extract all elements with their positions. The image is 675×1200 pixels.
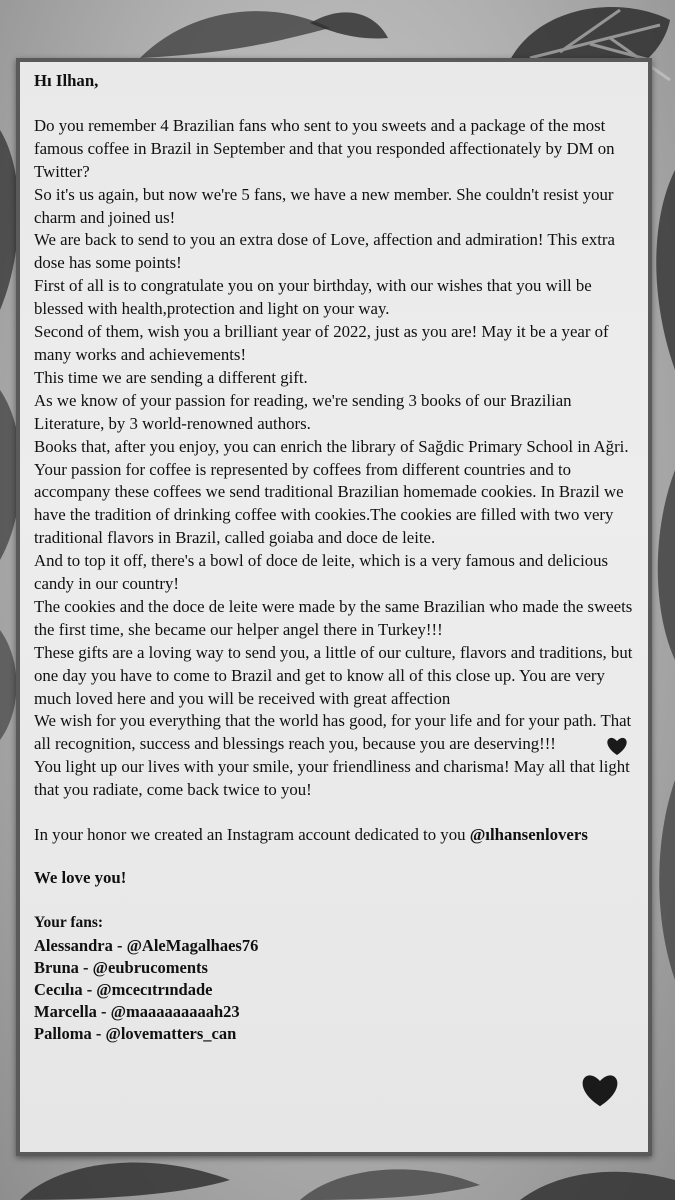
fans-heading: Your fans:: [34, 913, 104, 931]
heart-icon: [606, 736, 628, 756]
leaf-decoration-right: [650, 140, 675, 1040]
letter-paragraph: We wish for you everything that the world has good, for your life and for your path. That all recognition, success and blessings reach you, because you are deserving!!!: [34, 711, 632, 754]
letter-paragraph: You light up our lives with your smile, your friendliness and charisma! May all that light that you radiate, come back twice to you!: [34, 757, 630, 800]
fan-entry: Marcella - @maaaaaaaaah23: [34, 1001, 240, 1021]
instagram-handle: @ılhansenlovers: [469, 825, 588, 845]
fan-entry: Bruna - @eubrucoments: [34, 957, 208, 977]
leaf-decoration-bottom: [0, 1150, 675, 1200]
letter-paragraph: These gifts are a loving way to send you, a little of our culture, flavors and traditions, but one day you have to come to Brazil and get to know all of this close up. You are very much loved here and you will be received with great affection: [34, 642, 633, 708]
letter-paragraph: The cookies and the doce de leite were made by the same Brazilian who made the sweets the first time, she became our helper angel there in Turkey!!!: [34, 596, 633, 639]
letter-body: [34, 70, 634, 1045]
fan-entry: Alessandra - @AleMagalhaes76: [34, 935, 259, 955]
fan-entry: Palloma - @lovematters_can: [34, 1023, 237, 1043]
instagram-line: [34, 824, 634, 847]
letter-paragraph: As we know of your passion for reading, we're sending 3 books of our Brazilian Literature, by 3 world-renowned authors.: [34, 390, 572, 433]
letter-paragraph: This time we are sending a different gift.: [34, 367, 308, 387]
letter-paragraph: Second of them, wish you a brilliant year of 2022, just as you are! May it be a year of many works and achievements!: [34, 322, 609, 364]
letter-paragraph: Your passion for coffee is represented by coffees from different countries and to accompany these coffees we send traditional Brazilian homemade cookies. In Brazil we have the tradition of drinking coffee with cookies.The cookies are filled with two very traditional flavors in Brazil, called goiaba and doce de leite.: [34, 459, 624, 548]
spacer: [34, 802, 634, 824]
letter-paragraph: First of all is to congratulate you on your birthday, with our wishes that you will be blessed with health,protection and light on your way.: [34, 276, 592, 319]
heart-icon: [580, 1072, 620, 1108]
love-line: We love you!: [34, 868, 127, 887]
fan-entry: Cecılıa - @mcecıtrındade: [34, 979, 213, 999]
letter-paragraph: So it's us again, but now we're 5 fans, we have a new member. She couldn't resist your charm and joined us!: [34, 184, 614, 227]
letter-paragraph: Do you remember 4 Brazilian fans who sent to you sweets and a package of the most famous coffee in Brazil in September and that you responded affectionately by DM on Twitter?: [34, 115, 615, 181]
letter-paragraph: We are back to send to you an extra dose of Love, affection and admiration! This extra dose has some points!: [34, 230, 615, 273]
letter-greeting: Hı Ilhan,: [34, 71, 99, 90]
letter-paragraph: Books that, after you enjoy, you can enrich the library of Sağdic Primary School in Ağri.: [34, 436, 629, 456]
instagram-text: In your honor we created an Instagram account dedicated to you: [34, 825, 470, 845]
letter-paragraph: And to top it off, there's a bowl of doce de leite, which is a very famous and delicious candy in our country!: [34, 551, 609, 594]
